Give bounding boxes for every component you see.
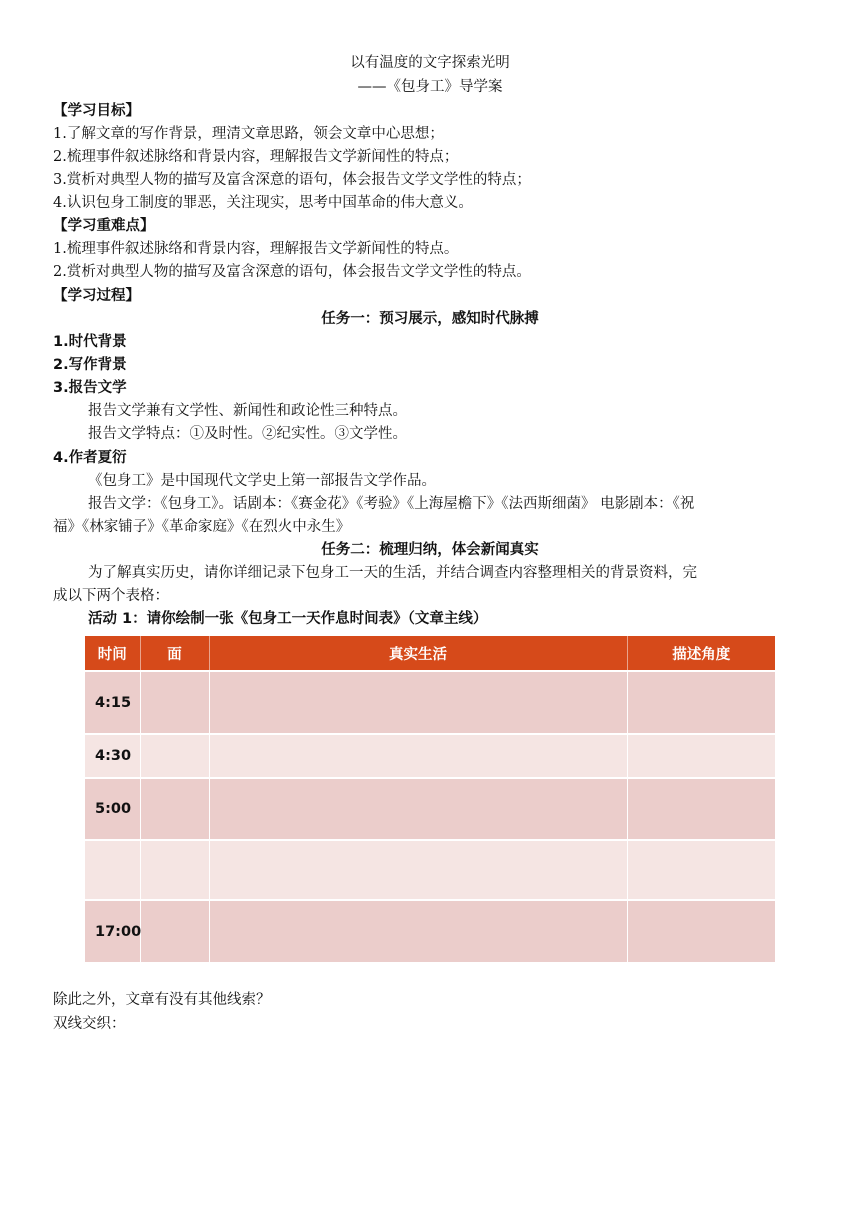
goal-item: 1.了解文章的写作背景，理清文章思路，领会文章中心思想；	[53, 126, 444, 142]
schedule-table	[85, 636, 775, 962]
paragraph: 《包身工》是中国现代文学史上第一部报告文学作品。	[88, 473, 436, 489]
column-header-face: 面	[140, 636, 209, 671]
time-cell[interactable]: 5:00	[85, 778, 140, 840]
table-header-row	[85, 636, 775, 671]
time-cell[interactable]: 17:00	[85, 900, 140, 962]
question: 除此之外，文章有没有其他线索？	[53, 992, 271, 1008]
life-cell[interactable]	[209, 734, 627, 778]
goal-item: 2.梳理事件叙述脉络和背景内容，理解报告文学新闻性的特点；	[53, 149, 459, 165]
table-row	[85, 734, 775, 778]
face-cell[interactable]	[140, 900, 209, 962]
paragraph: 报告文学：《包身工》。话剧本：《赛金花》《考验》《上海屋檐下》《法西斯细菌》 电影剧本：《祝	[88, 496, 695, 512]
document-subtitle: ——《包身工》导学案	[357, 79, 503, 95]
table-row	[85, 671, 775, 734]
life-cell[interactable]	[209, 778, 627, 840]
process-heading: 【学习过程】	[53, 288, 140, 304]
goals-heading: 【学习目标】	[53, 103, 140, 119]
table-row	[85, 900, 775, 962]
goal-item: 4.认识包身工制度的罪恶，关注现实，思考中国革命的伟大意义。	[53, 195, 473, 211]
life-cell[interactable]	[209, 840, 627, 900]
angle-cell[interactable]	[627, 671, 775, 734]
column-header-time: 时间	[85, 636, 140, 671]
section-heading: 2.写作背景	[53, 357, 127, 373]
life-cell[interactable]	[209, 900, 627, 962]
document-title: 以有温度的文字探索光明	[350, 55, 510, 71]
time-cell[interactable]	[85, 840, 140, 900]
section-heading: 3.报告文学	[53, 380, 127, 396]
section-heading: 4.作者夏衍	[53, 450, 127, 466]
paragraph: 为了解真实历史，请你详细记录下包身工一天的生活，并结合调查内容整理相关的背景资料，完	[88, 565, 697, 581]
angle-cell[interactable]	[627, 840, 775, 900]
time-cell[interactable]: 4:15	[85, 671, 140, 734]
task1-heading: 任务一：预习展示，感知时代脉搏	[321, 311, 539, 327]
angle-cell[interactable]	[627, 734, 775, 778]
section-heading: 1.时代背景	[53, 334, 127, 350]
time-cell[interactable]: 4:30	[85, 734, 140, 778]
angle-cell[interactable]	[627, 778, 775, 840]
activity1-heading: 活动 1：请你绘制一张《包身工一天作息时间表》（文章主线）	[88, 611, 488, 627]
question: 双线交织：	[53, 1016, 126, 1032]
face-cell[interactable]	[140, 734, 209, 778]
keypoint-item: 1.梳理事件叙述脉络和背景内容，理解报告文学新闻性的特点。	[53, 241, 459, 257]
keypoint-item: 2.赏析对典型人物的描写及富含深意的语句，体会报告文学文学性的特点。	[53, 264, 531, 280]
table-row	[85, 778, 775, 840]
paragraph: 成以下两个表格：	[53, 588, 169, 604]
face-cell[interactable]	[140, 778, 209, 840]
column-header-life: 真实生活	[209, 636, 627, 671]
face-cell[interactable]	[140, 671, 209, 734]
face-cell[interactable]	[140, 840, 209, 900]
paragraph: 福》《林家铺子》《革命家庭》《在烈火中永生》	[53, 519, 351, 535]
angle-cell[interactable]	[627, 900, 775, 962]
paragraph: 报告文学特点：①及时性。②纪实性。③文学性。	[88, 426, 407, 442]
task2-heading: 任务二：梳理归纳，体会新闻真实	[321, 542, 539, 558]
paragraph: 报告文学兼有文学性、新闻性和政论性三种特点。	[88, 403, 407, 419]
keypoints-heading: 【学习重难点】	[53, 218, 155, 234]
goal-item: 3.赏析对典型人物的描写及富含深意的语句，体会报告文学文学性的特点；	[53, 172, 531, 188]
column-header-angle: 描述角度	[627, 636, 775, 671]
table-row	[85, 840, 775, 900]
life-cell[interactable]	[209, 671, 627, 734]
